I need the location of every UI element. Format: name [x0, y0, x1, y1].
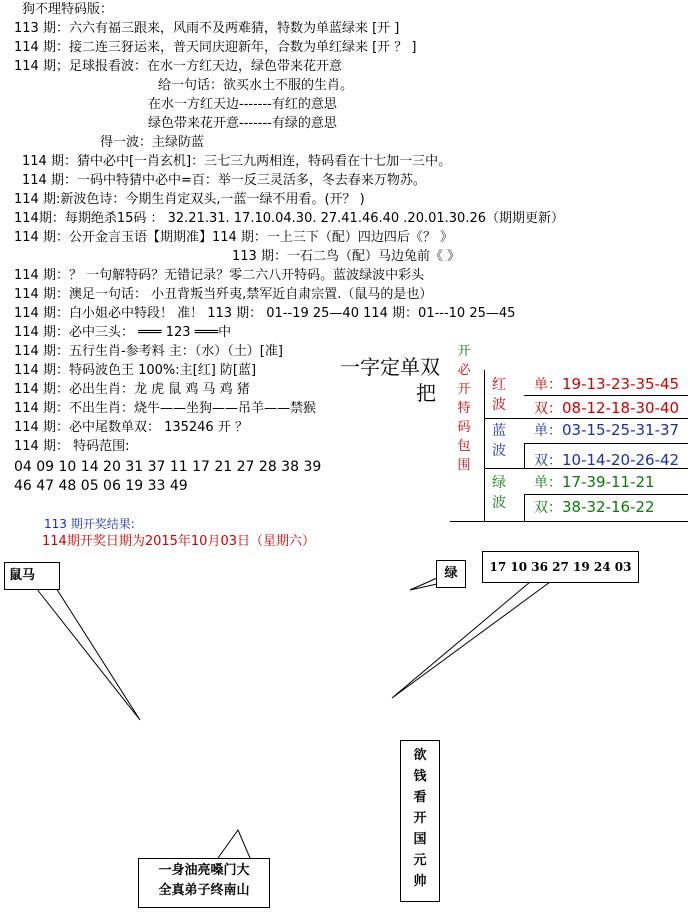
row-nums: 03-15-25-31-37	[562, 421, 680, 439]
row-nums: 17-39-11-21	[562, 473, 655, 491]
callout-poem-line1: 一身油亮嗓门大	[158, 863, 250, 878]
vr-6: 围	[457, 458, 471, 473]
vr-5: 包	[457, 439, 471, 454]
three-heads-prefix: ═══	[138, 325, 162, 340]
cv-2: 看	[413, 790, 427, 805]
line-five-elements: 114 期：五行生肖-参考料 主：（水）（土）[准]	[14, 344, 283, 359]
three-heads-number: 123	[165, 325, 191, 340]
line-hint: 给一句话：欲买水土不服的生肖。	[158, 78, 354, 93]
line-golden-words: 114 期：公开金言玉语【期期准】114 期：一上三下（配）四边四后《？ 》	[14, 230, 454, 245]
line-zodiac-riddle: 114 期：猜中必中[一肖玄机]：三七三九两相连，特码看在十七加一三中。	[22, 154, 452, 169]
callout-numbers	[482, 551, 639, 583]
line-wave: 得一波：主绿防蓝	[100, 135, 205, 150]
line-range-1: 04 09 10 14 20 31 37 11 17 21 27 28 38 39	[14, 459, 322, 475]
callout-poem-line2: 全真弟子终南山	[158, 883, 250, 898]
pointer-green	[410, 578, 437, 590]
cv-0: 欲	[413, 748, 427, 763]
vr-3: 特	[457, 401, 471, 416]
line-australia: 114 期：澳足一句话： 小丑背叛当歼夷,禁军近自肃宗置.（鼠马的是也）	[14, 287, 433, 302]
big-title-2: 把	[416, 381, 436, 405]
line-kill-15: 114期：每期绝杀15码 ： 32.21.31. 17.10.04.30. 27.41.46.40 .20.01.30.26（期期更新）	[14, 211, 564, 226]
line-range-2: 46 47 48 05 06 19 33 49	[14, 478, 188, 494]
vr-2: 开	[457, 382, 471, 397]
line-tail: 114 期：必中尾数单双： 135246 开 ？	[14, 420, 248, 435]
line-red-meaning: 在水一方红天边-------有红的意思	[148, 97, 337, 112]
callout-green	[436, 560, 466, 588]
row-tag: 双：	[534, 401, 562, 417]
cv-6: 帅	[413, 874, 427, 889]
row-tag: 单：	[534, 423, 562, 439]
vr-4: 码	[457, 420, 471, 435]
line-range-label: 114 期： 特码范围:	[14, 439, 130, 454]
row-tag: 双：	[534, 453, 562, 469]
cv-5: 元	[413, 853, 427, 868]
line-one-code: 114 期：一码中特猜中必中=百：举一反三灵活多，冬去春来万物苏。	[22, 173, 426, 188]
line-must-zodiac: 114 期：必出生肖：龙 虎 鼠 鸡 马 鸡 猪	[14, 382, 250, 397]
cv-4: 国	[413, 832, 427, 847]
three-heads-label: 114 期：必中三头：	[14, 325, 134, 340]
cv-3: 开	[413, 811, 427, 826]
label-red-1: 红	[492, 377, 506, 393]
line-football: 114 期；足球报看波：在水一方红天边，绿色带来花开意	[14, 59, 342, 74]
row-nums: 08-12-18-30-40	[562, 399, 680, 417]
callout-green-text: 绿	[444, 566, 458, 581]
big-title: 一字定单双	[340, 355, 440, 379]
row-nums: 10-14-20-26-42	[562, 451, 680, 469]
result-label: 113 期开奖结果:	[44, 517, 135, 531]
line-riddle: 114 期：？ 一句解特码？无错记录？零二六八开特码。蓝波绿波中彩头	[14, 268, 425, 283]
label-blue-2: 波	[492, 443, 506, 459]
label-green-1: 绿	[492, 475, 506, 491]
label-red-2: 波	[492, 397, 506, 413]
callout-rat-horse	[4, 562, 60, 590]
pointer-rat-horse	[36, 588, 140, 720]
line-113-a: 113 期：六六有福三跟来，风雨不及两难猜，特数为单蓝绿来 [开 ]	[14, 21, 400, 36]
line-113-bird: 113 期：一石二鸟（配）马边兔前《 》	[232, 249, 461, 264]
three-heads-suffix: ═══中	[194, 325, 232, 340]
line-segment: 114 期：白小姐必中特段！ 准！ 113 期： 01--19 25—40 114 期：01---10 25—45	[14, 306, 516, 321]
cv-1: 钱	[413, 769, 427, 784]
label-green-2: 波	[492, 495, 506, 511]
callout-poem	[138, 858, 270, 908]
line-wave-king: 114 期：特码波色王 100%:主[红] 防[蓝]	[14, 363, 257, 378]
callout-vertical	[400, 740, 440, 902]
line-no-zodiac: 114 期：不出生肖：烧牛——坐狗——吊羊——禁猴	[14, 401, 316, 416]
callout-numbers-text: 17 10 36 27 19 24 03	[489, 560, 632, 574]
callout-rat-horse-text: 鼠马	[9, 568, 36, 583]
pointer-poem	[218, 830, 250, 858]
row-tag: 单：	[534, 377, 562, 393]
vr-0: 开	[457, 344, 471, 359]
draw-date: 114期开奖日期为2015年10月03日（星期六）	[42, 534, 315, 549]
pointer-numbers	[392, 582, 550, 698]
line-wave-poem: 114 期:新波色诗：今期生肖定双头,一蓝一绿不用看。(开？ )	[14, 192, 365, 207]
row-nums: 38-32-16-22	[562, 498, 655, 516]
header: 狗不理特码版：	[22, 2, 114, 17]
row-tag: 单：	[534, 475, 562, 491]
row-nums: 19-13-23-35-45	[562, 375, 680, 393]
row-tag: 双：	[534, 500, 562, 516]
line-green-meaning: 绿色带来花开意-------有绿的意思	[148, 116, 337, 131]
label-blue-1: 蓝	[492, 423, 506, 439]
line-114-b: 114 期：接二连三犽运来，普天同庆迎新年，合数为单红绿来 [开 ？ ]	[14, 40, 417, 55]
vr-1: 必	[457, 363, 471, 378]
